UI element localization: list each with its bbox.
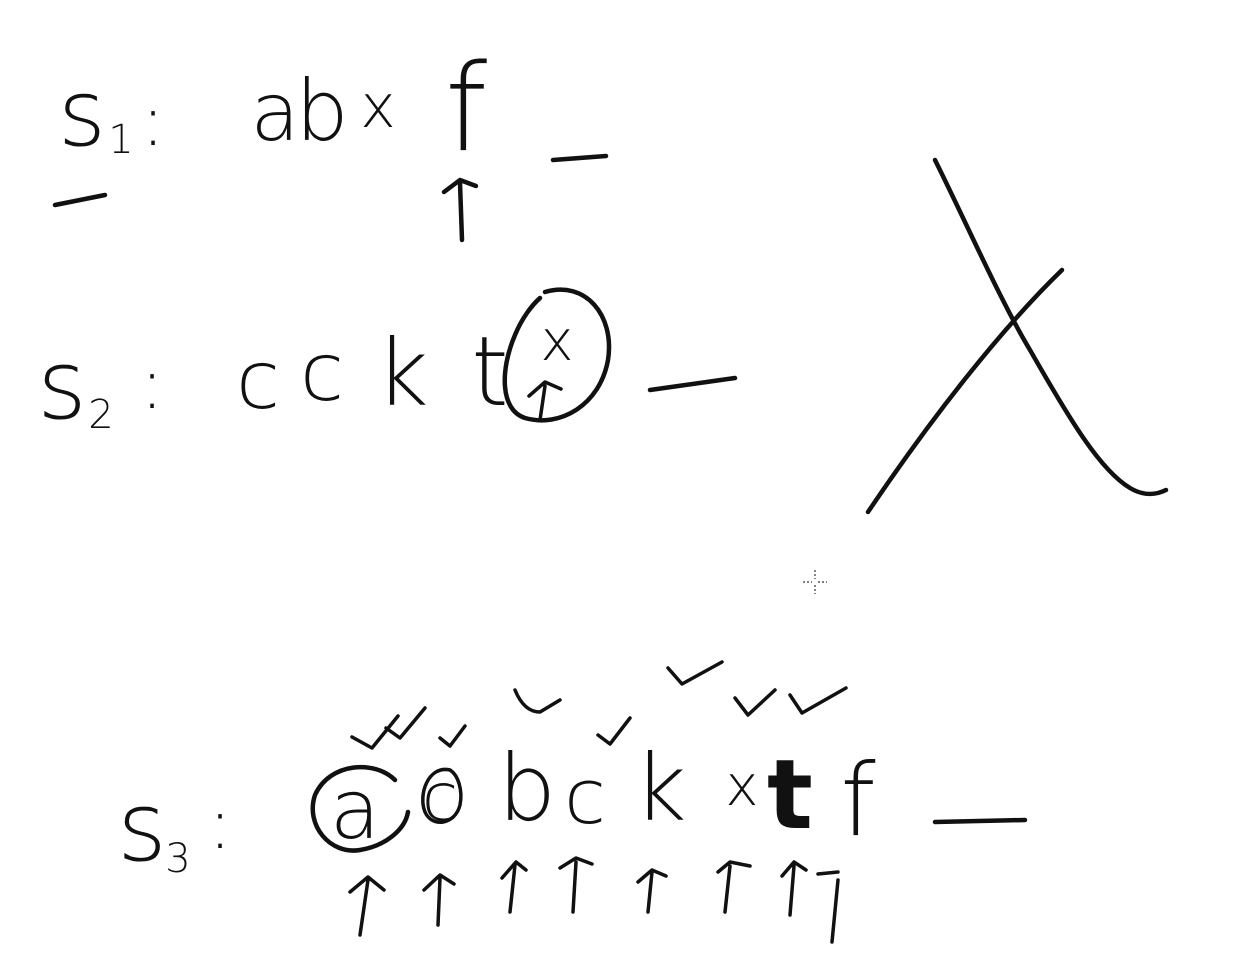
up-arrow-icon [638, 870, 666, 912]
s1-char: a [250, 66, 300, 159]
s3-char: x [725, 754, 759, 819]
s1-underline [55, 195, 105, 205]
up-arrow-icon [560, 858, 592, 912]
cursor-crosshair-icon [803, 570, 827, 594]
x-stroke [868, 270, 1062, 512]
check-mark-icon [598, 718, 630, 744]
s2-char: c [236, 334, 280, 427]
s3-row [117, 662, 1025, 942]
s3-char: t [767, 739, 813, 851]
up-arrow-icon [818, 872, 838, 942]
blank-dash-line [650, 378, 735, 390]
s3-char: c [421, 759, 459, 836]
s3-char: b [497, 735, 557, 842]
s1-label: s [58, 60, 106, 167]
check-mark-icon [668, 662, 722, 684]
s1-subscript: 1 [108, 117, 134, 163]
s3-char: f [840, 742, 876, 859]
s1-colon: : [141, 80, 165, 162]
check-mark-icon [440, 726, 465, 746]
s2-label: s [37, 331, 87, 441]
up-arrow-icon [424, 875, 454, 925]
up-arrow-icon [718, 862, 750, 912]
s3-label: s [117, 773, 167, 883]
s3-char: c [564, 752, 606, 841]
s2-char: c [300, 326, 344, 419]
up-arrow-icon [529, 382, 561, 420]
s1-row [55, 40, 606, 240]
big-x-mark [868, 160, 1166, 512]
check-mark-icon [735, 690, 775, 715]
s1-char: b [295, 62, 349, 160]
s2-char: x [540, 309, 574, 374]
up-arrow-icon [444, 180, 476, 240]
up-arrow-icon [502, 862, 526, 912]
check-mark-icon [790, 688, 846, 713]
s2-char: k [375, 320, 429, 427]
check-mark-icon [515, 690, 560, 712]
s3-colon: : [208, 783, 232, 865]
s3-char: k [633, 735, 687, 842]
s2-subscript: 2 [88, 392, 114, 438]
blank-dash-line [935, 820, 1025, 822]
up-arrow-icon [782, 862, 806, 915]
s2-row [37, 290, 735, 441]
x-stroke [935, 160, 1166, 494]
s3-char: a [329, 763, 381, 858]
s1-char: f [444, 40, 488, 179]
s1-char: x [360, 72, 396, 142]
blank-dash-line [553, 156, 606, 160]
s2-colon: : [140, 343, 164, 425]
s2-char: t [471, 316, 509, 428]
s3-subscript: 3 [165, 836, 191, 882]
up-arrow-icon [350, 877, 384, 935]
